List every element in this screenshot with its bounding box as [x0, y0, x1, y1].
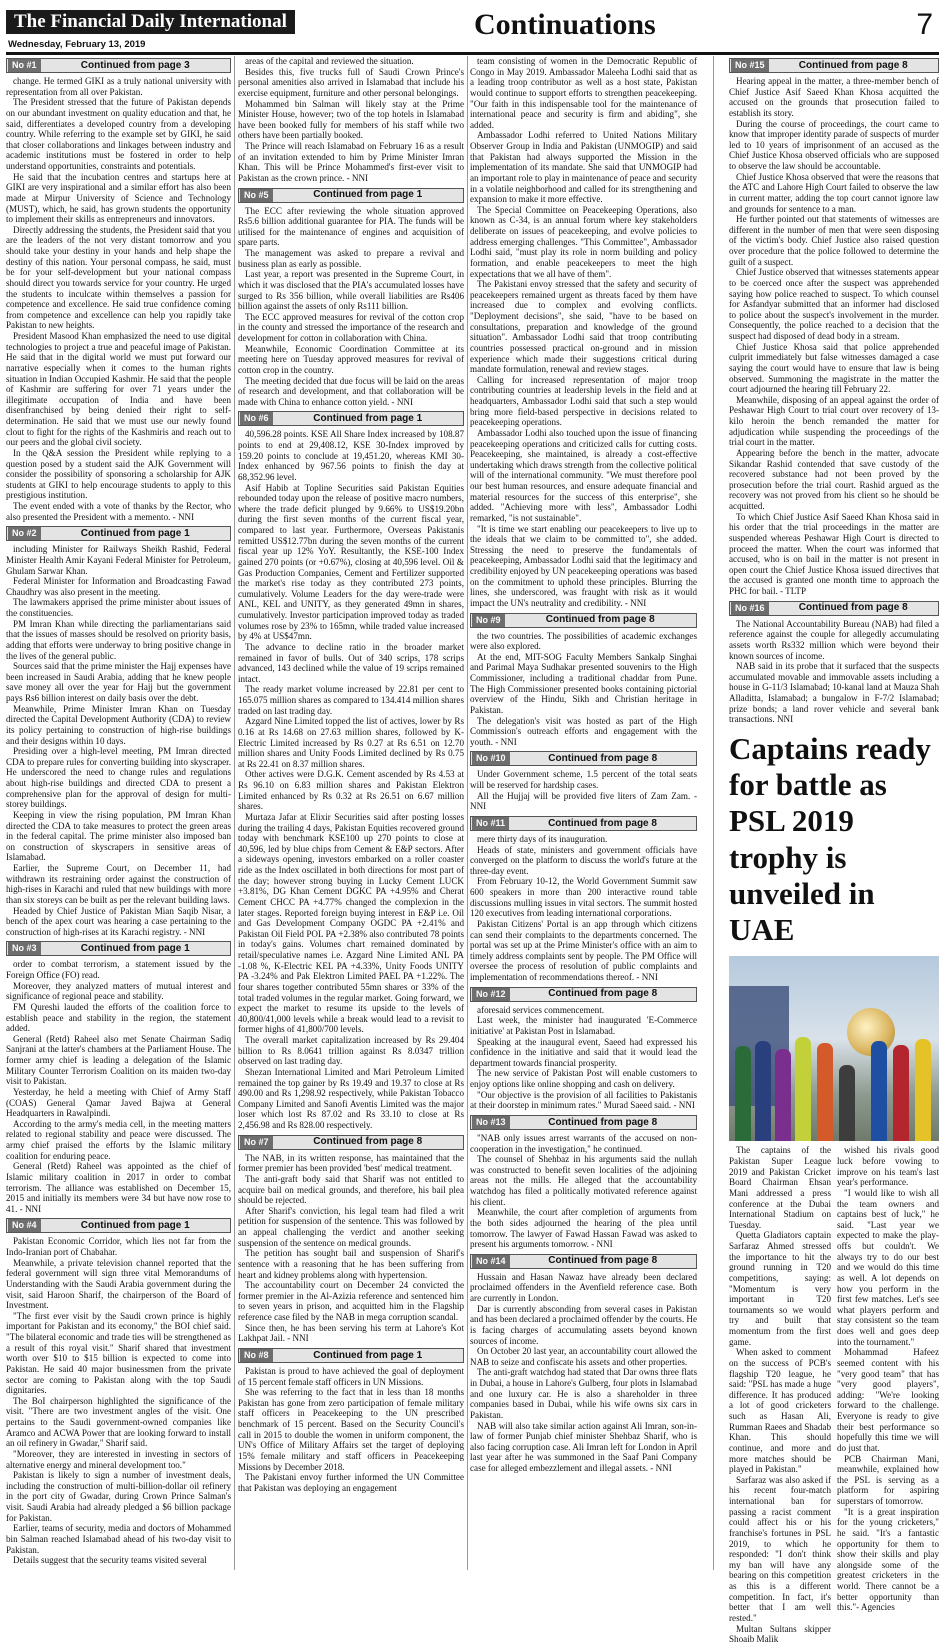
psl-paragraph: "I would like to wish all the team owners and captains best of luck," he said. "Last year we expected to make the play-offs but couldn't. We always try to do our best and we would do this time as well. A lot depends on how you perform in the first few matches. Let's see what players perform and stay consistent so the team does well and goes deep into the tournament.": [837, 1187, 939, 1347]
story-paragraph: Meanwhile, a private television channel reported that the federal government will sign three vital Memorandums of Understanding with the Saudi Arabia government during the visit, said Haroon Sharif, the chairperson of the Board of Investment.: [6, 1257, 231, 1311]
continued-from-label: Continued from page 1: [313, 189, 423, 201]
continuation-story: [238, 56, 464, 184]
story-number: No #12: [472, 988, 510, 1001]
continuation-story: [6, 58, 231, 522]
story-paragraph: Headed by Chief Justice of Pakistan Mian Saqib Nisar, a bench of the apex court was hearing a case pertaining to the construction of high-rises at its Karachi registry. - NNI: [6, 905, 231, 937]
continuation-header: [6, 526, 231, 541]
continuation-story: [6, 1218, 231, 1565]
psl-paragraph: Mohammad Hafeez seemed content with his "very good team" that has "very good players", adding: "We're looking forward to the challenge. Everyone is ready to give their best performance so hopefully this time we will do just that.: [837, 1347, 939, 1453]
story-paragraph: Details suggest that the security teams visited several: [13, 1555, 207, 1566]
continued-from-label: Continued from page 8: [548, 753, 658, 765]
story-paragraph: the two countries. The possibilities of academic exchanges were also explored.: [470, 630, 697, 652]
story-paragraph: Federal Minister for Information and Broadcasting Fawad Chaudhry was also present in the meeting.: [6, 576, 231, 597]
story-paragraph: The Pakistani envoy further informed the UN Committee that Pakistan was deploying an engagement: [238, 1472, 464, 1493]
story-paragraph: After Sharif's conviction, his legal team had filed a writ petition for suspension of the sentence. This was followed by an appeal challenging the verdict and another seeking suspension of the sentence on medical grounds.: [238, 1205, 464, 1248]
story-paragraph: The petition has sought bail and suspension of Sharif's sentence with a reasoning that he has been suffering from heart and kidney problems along with hypertension.: [238, 1248, 464, 1280]
continuation-story: [470, 987, 697, 1111]
player-figure: [839, 1065, 855, 1141]
story-number: No #16: [731, 602, 769, 615]
story-paragraph: He further pointed out that statements of witnesses are different in the number of men that were seen disposing of the victim's body. Chief Justice also raised question over procedure that the police followed to determine the guilt of a suspect.: [729, 214, 939, 267]
story-paragraph: Last week, the minister had inaugurated 'E-Commerce initiative' at Pakistan Post in Islamabad.: [470, 1015, 697, 1036]
story-paragraph: Shezan International Limited and Mari Petroleum Limited remained the top gainer by Rs 19.49 and 19.37 to close at Rs 490.00 and Rs 1,298.92 respectively, while Pakistan Tobacco Company Limited and Sanofi Aventis Limited was the major loser which lost Rs 87.02 and Rs 33.10 to close at Rs 2,456.98 and Rs 828.00 respectively.: [238, 1066, 464, 1130]
story-paragraph: Speaking at the inaugural event, Saeed had expressed his confidence in the initiative and said that it would lead the department towards financial prosperity.: [470, 1036, 697, 1068]
story-paragraph: Heads of state, ministers and government officials have converged on the platform to discuss the world's future at the three-day event.: [470, 844, 697, 876]
story-paragraph: Mohammed bin Salman will likely stay at the Prime Minister House, however; two of the top hotels in Islamabad have been booked fully for members of his staff while two others have been partially booked.: [238, 98, 464, 141]
story-paragraph: NAB said in its probe that it surfaced that the suspects accumulated movable and immovable assets including a house in G-11/3 Islamabad; 10-kanal land at Mauza Shah Alladitta, Islamabad; a bungalow in F-7/2 Islamabad; prize bonds; a land rover vehicle and several bank transactions. NNI: [729, 661, 939, 725]
story-paragraph: On October 20 last year, an accountability court allowed the NAB to seize and confiscate his assets and other properties.: [470, 1346, 697, 1367]
player-figure: [915, 1039, 931, 1141]
story-paragraph: Since then, he has been serving his term at Lahore's Kot Lakhpat Jail. - NNI: [238, 1322, 464, 1344]
story-paragraph: The new service of Pakistan Post will enable customers to enjoy options like online shopping and cash on delivery.: [470, 1068, 697, 1089]
story-paragraph: areas of the capital and reviewed the situation.: [245, 56, 414, 66]
story-paragraph: The delegation's visit was hosted as part of the High Commission's outreach efforts and engagement with the youth. - NNI: [470, 715, 697, 747]
continuation-story: [729, 601, 939, 725]
continued-from-label: Continued from page 8: [548, 1255, 658, 1267]
column-2: [238, 56, 464, 1570]
story-paragraph: Murtaza Jafar at Elixir Securities said after posting losses during the trailing 4 days, Pakistan Equities recovered ground today with benchmark KSE100 up 270 points to close at 40,596, led by blue chips from Cement & E&P sectors. After a sideways opening, investors embarked on a roller coaster ride as the Index oscillated in both directions for most part of the day; however strong buying in Lucky Cement LUCK +3.81%, DG Khan Cement DGKC PA +4.95% and Cherat Cement CHCC PA +4.77% changed the complexion in the later stages. Reported foreign buying interest in E&P i.e. Oil and Gas Development Company OGDC PA +2.41% and Pakistan Oil Field POL PA +2.38% also contributed 78 points in today's gains. Volumes chart remained dominated by retail/speculative names i.e. Azgard Nine Limited ANL PA -1.08 %, K-Electric KEL PA +4.33%, Unity Foods UNITY PA -3.24% and Pak Elektron Limited PAEL PA +1.22%. The four shares together contributed 55mn shares or 33% of the total traded volumes in the regular market. Going forward, we expect the market to resume its upside to the levels of 40,800/41,000 levels while a break would lead to a revisit to former highs of 41,800/700 levels.: [238, 811, 465, 1035]
story-paragraph: Directly addressing the students, the President said that you are the leaders of the not very distant tomorrow and you should take your destiny in your hands and help shape the destiny of this nation. Your personal compass, he said, must be for your self-development but your national compass should direct you towards service for your country. He urged the students to inculcate within themselves a passion for competence and excellence. He said true confidence coming from competence and excellence can help you rapidly take Pakistan to new heights.: [6, 224, 231, 331]
story-paragraph: Moreover, they analyzed matters of mutual interest and significance of regional peace and stability.: [6, 980, 231, 1002]
story-paragraph: The lawmakers apprised the prime minister about issues of the constituencies.: [6, 597, 231, 618]
story-paragraph: Meanwhile, disposing of an appeal against the order of Peshawar High Court to trial court over recovery of 13-kilo heroin the bench remanded the matter for adjudication while suspending the proceedings of the trial court in the matter.: [729, 394, 939, 448]
continuation-header: [470, 1115, 697, 1130]
continuation-header: [6, 941, 231, 956]
story-paragraph: During the course of proceedings, the court came to know that improper identity parade of suspects of murder led to 10 years of imprisonment of an accused as the Chief Justice Khosa observed officials who are supposed to observe the law should be accountable.: [729, 118, 939, 171]
continued-from-label: Continued from page 3: [80, 59, 190, 71]
story-number: No #4: [8, 1219, 41, 1232]
column-4: [729, 56, 939, 1645]
continued-from-label: Continued from page 8: [545, 614, 655, 626]
story-paragraph: Pakistan is likely to sign a number of investment deals, including the construction of multi-billion-dollar oil refinery in the port city of Gwadar, during Crown Prince Salman's visit. Saudi Arabia had already pledged a $6 billion package for Pakistan.: [6, 1470, 231, 1523]
story-paragraph: Earlier, teams of security, media and doctors of Mohammed bin Salman reached Islamabad ahead of his two-day visit to Pakistan.: [6, 1523, 231, 1555]
psl-paragraph: Sarfaraz was also asked if his recent four-match international ban for passing a racist comment could affect his or his franchise's fortunes in PSL 2019, to which he responded: "I don't think my ban will have any bearing on this competition as this is a different competition. In fact, it's better that I am well rested.": [729, 1474, 831, 1623]
continuation-story: [238, 1348, 464, 1494]
continuation-header: [470, 613, 697, 628]
story-paragraph: Dar is currently absconding from several cases in Pakistan and has been declared a proclaimed offender by the courts. He is facing charges of accumulating assets beyond known sources of income.: [470, 1303, 697, 1346]
story-paragraph: Calling for increased representation of major troop contributing countries at leadership levels in the field and at headquarters, Ambassador Lodhi said that such a step would bring more field-based perspective in decisions related to peacekeeping operations.: [470, 374, 697, 428]
story-paragraph: "It is time we start enabling our peacekeepers to live up to the ideals that we claim to be committed to", she added. Stressing the need to preserve the fundamentals of peacekeeping, Ambassador Lodhi said that the legitimacy and credibility enjoyed by UN peacekeeping operations was based on the commitment to uphold these principles. Blurring the lines, she underscored, was fraught with risk as it would impact the UN's neutrality and credibility. - NNI: [470, 523, 697, 608]
psl-paragraph: wished his rivals good luck before vowing to improve on his team's last year's performance.: [837, 1145, 939, 1188]
story-paragraph: The counsel of Shehbaz in his arguments said the nullah was constructed to benefit seven localities of the adjoining areas not the mills. He alleged that the accountability watchdog has filed a politically motivated reference against his client.: [470, 1154, 697, 1207]
psl-captains-photo: [729, 956, 939, 1141]
continued-from-label: Continued from page 8: [548, 817, 657, 829]
story-paragraph: Meanwhile, the court after completion of arguments from the both sides adjourned the hearing of the plea until tomorrow. The lawyer of Fawad Hassan Fawad was asked to present his arguments tomorrow. - NNI: [470, 1207, 697, 1250]
psl-paragraph: "It is a great inspiration for the young cricketers," he said. "It's a fantastic opportunity for them to show their skills and play alongside some of the greatest cricketers in the world. There cannot be a better opportunity than this."- Agencies: [837, 1506, 939, 1613]
story-paragraph: Hussain and Hasan Nawaz have already been declared proclaimed offenders in the Avenfield reference case. Both are currently in London.: [470, 1271, 697, 1303]
player-figure: [893, 1045, 909, 1141]
story-number: No #8: [240, 1349, 273, 1362]
story-paragraph: Keeping in view the rising population, PM Imran Khan directed the CDA to take measures to protect the green areas in the federal capital. The prime minister also imposed ban on construction of skyscrapers in sensitive areas of Islamabad.: [6, 809, 231, 863]
continued-from-label: Continued from page 1: [313, 413, 423, 425]
story-paragraph: President Masood Khan emphasized the need to use digital technologies to project a true and peaceful image of Pakistan. He said that in the digital world we must put forward our narrative especially when it comes to the human rights situation in Indian Occupied Kashmir. He said that the people of Kashmir are suffering for over 71 years under the illegitimate occupation of India and have been disenfranchised by being denied their right to self-determination. He said that we must use our newly found clout to fight for the rights of the Kashmiris and reach out to our peers and the global civil society.: [6, 331, 231, 448]
story-number: No #3: [8, 942, 41, 955]
story-paragraph: In the Q&A session the President while replying to a question posed by a student said the AJK Government will consider the possibility of sponsoring a scholarship for AJK students at GIKI to help encourage students to apply to this prestigious institution.: [6, 447, 231, 501]
psl-paragraph: Multan Sultans skipper Shoaib Malik: [729, 1623, 831, 1645]
continuation-story: [6, 941, 231, 1214]
continuation-story: [470, 751, 697, 812]
story-paragraph: Chief Justice Khosa said that police apprehended culprit immediately but false witnesses damaged a case saying the court would have to ensure that law is being observed. Summoning the magistrate in the matter the court adjourned the hearing till February 22.: [729, 341, 939, 395]
story-paragraph: The overall market capitalization increased by Rs 29.404 billion to Rs 8.0641 trillion against Rs 8.0347 trillion observed on last trading day.: [238, 1035, 464, 1067]
story-paragraph: order to combat terrorism, a statement issued by the Foreign Office (FO) read.: [6, 959, 231, 980]
continuation-header: [470, 751, 697, 766]
continuation-header: [238, 1348, 464, 1363]
psl-story-body: [729, 1145, 939, 1644]
column-1: [6, 56, 231, 1570]
story-paragraph: To which Chief Justice Asif Saeed Khan Khosa said in his order that the trial proceedings in the matter are suspended whereas Peshawar High Court is directed to proceed the matter. When the court was informed that accused, who is on bail in the matter is not present in open court the Chief Justice Khosa issued directives that the accused is granted one month time to approach the PHC for bail. - TLTP: [729, 511, 939, 596]
continuation-story: [470, 816, 697, 983]
continuation-header: [6, 1218, 231, 1233]
story-paragraph: Pakistan Citizens' Portal is an app through which citizens can send their complaints to the departments concerned. The portal was set up at the Prime Minister's office with an aim to timely address complaints sent by people. The PM Office will oversee the process of resolution of public complaints and implementation of recommendations thereof. - NNI: [470, 918, 697, 982]
continuation-story: [470, 1115, 697, 1250]
story-paragraph: The management was asked to prepare a revival and business plan as early as possible.: [238, 248, 464, 269]
story-number: No #7: [240, 1136, 273, 1149]
story-paragraph: According to the army's media cell, in the meeting matters related to regional stability and peace were discussed. The army chief praised the efforts by the Islamic military coalition for enduring peace.: [6, 1118, 231, 1161]
story-number: No #10: [472, 752, 510, 765]
story-paragraph: Azgard Nine Limited topped the list of actives, lower by Rs 0.16 at Rs 14.68 on 27.63 million shares, followed by K-Electric Limited increased by Rs 0.27 at Rs 6.51 on 12.70 million shares and Unity Foods Limited declined by Rs 0.75 at Rs 22.41 on 8.37 million shares.: [238, 716, 464, 769]
continuation-header: [729, 601, 939, 616]
story-number: No #1: [8, 59, 41, 72]
player-figure: [735, 1046, 751, 1141]
story-paragraph: The advance to decline ratio in the broader market remained in favor of bulls. Out of 340 scrips, 178 scrips advanced, 143 declined while the value of 19 scrips remained intact.: [238, 641, 464, 684]
story-paragraph: PM Imran Khan while directing the parliamentarians said that the issues of masses should be resolved on priority basis, adding that efforts were underway to bring positive change in the lives of the general public.: [6, 618, 231, 661]
story-number: No #11: [472, 817, 509, 830]
psl-paragraph: When asked to comment on the success of PCB's flagship T20 league, he said: "PSL has made a huge difference. It has produced a lot of good cricketers such as Hasan Ali, Rumman Raees and Shadab Khan. This should continue, and more and more matches should be played in Pakistan.": [729, 1347, 831, 1475]
continued-from-label: Continued from page 8: [548, 1116, 658, 1128]
continuation-story: [470, 613, 697, 748]
psl-story-right: [837, 1145, 939, 1644]
story-paragraph: The ready market volume increased by 22.81 per cent to 165.075 million shares as compared to 134.414 million shares traded on last trading day.: [238, 684, 464, 716]
story-paragraph: The Pakistani envoy stressed that the safety and security of peacekeepers remained urgent as threats faced by them have increased due to complex and evolving conflicts. "Deployment decisions", she said, "have to be based on consultations, preparation and knowledge of the ground situation". Ambassador Lodhi said that troop contributing countries possessed practical on-ground and in mission experience which made their suggestions critical during mandate formulation, renewal and review stages.: [470, 279, 697, 375]
column-divider: [467, 56, 468, 1570]
continuation-story: [470, 56, 697, 609]
story-number: No #14: [472, 1255, 510, 1268]
story-paragraph: General (Retd) Raheel was appointed as the chief of Islamic military coalition in 2017 in order to combat terrorism. The alliance was established on December 15, 2015 and initially its members were 34 but have now rose to 41. - NNI: [6, 1161, 231, 1214]
continued-from-label: Continued from page 1: [313, 1349, 423, 1361]
story-paragraph: Pakistan is proud to have achieved the goal of deployment of 15 percent female staff officers in UN Missions.: [238, 1365, 464, 1387]
player-figure: [795, 1037, 811, 1141]
column-4-stories: [729, 58, 939, 725]
story-paragraph: The Special Committee on Peacekeeping Operations, also known as C-34, is an annual forum where key stakeholders deliberate on issues of peacekeeping, and evolve policies to address emerging challenges. "This Committee", Ambassador Lodhi said, "must play its role in norm building and policy formation, and enable peacekeepers to meet the high expectations that we all have of them".: [470, 204, 697, 279]
story-paragraph: Chief Justice observed that witnesses statements appear to be coerced once after the suspect was apprehended saying how police reached to suspect. To which counsel for Asfandyar submitted that an informer had disclosed to police about the suspect's involvement in the murder. Consequently, the police reached to a decision that the suspect had disposed of dead body in a stream.: [729, 267, 939, 341]
story-paragraph: "NAB only issues arrest warrants of the accused on non-cooperation in the investigation," he continued.: [470, 1132, 697, 1154]
story-paragraph: Last year, a report was presented in the Supreme Court, in which it was disclosed that the PIA's accumulated losses have surged to Rs 356 billion, while overall liabilities are Rs406 billion against the assets of only Rs111 billion.: [238, 269, 464, 312]
story-number: No #6: [240, 412, 273, 425]
continuation-header: [238, 188, 464, 203]
story-paragraph: The Prince will reach Islamabad on February 16 as a result of an invitation extended to him by Prime Minister Imran Khan. This will be Prince Mohammed's first-ever visit to Pakistan as the crown prince. - NNI: [238, 141, 464, 183]
story-paragraph: mere thirty days of its inauguration.: [477, 833, 608, 844]
player-figure: [775, 1049, 791, 1141]
masthead: [6, 8, 939, 52]
story-paragraph: The accountability court on December 24 convicted the former premier in the Al-Azizia reference and sentenced him to seven years in prison, and acquitted him in the Flagship reference case filed by the NAB in mega corruption scandal.: [238, 1280, 464, 1322]
psl-paragraph: Quetta Gladiators captain Sarfaraz Ahmed stressed the importance to hit the ground running in T20 competitions, saying: "Momentum is very important in T20 tournaments so we would try and built that momentum from the first game.: [729, 1230, 831, 1347]
story-paragraph: At the end, MIT-SOG Faculty Members Sankalp Singhai and Parimal Maya Sudhakar presented souvenirs to the High Commissioner, including a traditional chaddar from Pune. The High Commissioner presented books containing pictorial overview of the Hindu, Sikh and Christian heritage in Pakistan.: [470, 651, 697, 715]
continued-from-label: Continued from page 8: [798, 59, 908, 71]
player-figure: [817, 1043, 833, 1141]
story-paragraph: NAB will also take similar action against Ali Imran, son-in-law of former Punjab chief minister Shehbaz Sharif, who is also facing corruption case. Ali Imran left for London in April last year after he was summoned in the Saaf Pani Company case for alleged embezzlement and illegal assets. - NNI: [470, 1420, 697, 1473]
column-divider: [713, 56, 714, 1570]
continued-from-label: Continued from page 8: [548, 988, 658, 1000]
paper-name: The Financial Daily International: [6, 10, 295, 34]
story-number: No #5: [240, 189, 273, 202]
psl-paragraph: The captains of the Pakistan Super League 2019 and Pakistan Cricket Board Chairman Ehsan Mani addressed a press conference at the Dubai International Stadium on Tuesday.: [729, 1145, 831, 1230]
masthead-rule: [6, 52, 939, 55]
story-paragraph: FM Qureshi lauded the efforts of the coalition force to establish peace and stability in the region, the statement added.: [6, 1001, 231, 1034]
story-paragraph: Ambassador Lodhi also touched upon the issue of financing peacekeeping operations and criticized calls for cutting costs. Peacekeeping, she maintained, is already a cost-effective undertaking which draws strength from the collective political will of the international community. "We must therefore pool our best human resources, and ensure adequate financial and material resources for the success of this enterprise", she added. "Achieving more with less", Ambassador Lodhi remarked, "is not sustainable".: [470, 427, 697, 523]
story-paragraph: "Our objective is the provision of all facilities to Pakistanis at their doorstep in minimum rates." Murad Saeed said. - NNI: [470, 1089, 697, 1111]
story-paragraph: She was referring to the fact that in less than 18 months Pakistan has gone from zero participation of female military staff officers in Peacekeeping to the UN prescribed benchmark of 15 percent. Based on the Security Council's call in 2015 to double the women in uniform component, the UN's Office of Military Affairs set the target of deploying 15% female military and staff officers in Peacekeeping Missions by December 2018.: [238, 1387, 464, 1472]
story-paragraph: Ambassador Lodhi referred to United Nations Military Observer Group in India and Pakistan (UNMOGIP) and said that Pakistan had always supported the Mission in the implementation of its mandate. She said that UNMOGIP had an important role to play in maintenance of peace and security in a volatile neighborhood and called for its strengthening and expansion to make it more effective.: [470, 130, 697, 205]
column-divider: [234, 56, 235, 1570]
story-number: No #2: [8, 527, 41, 540]
story-paragraph: Yesterday, he held a meeting with Chief of Army Staff (COAS) General Qamar Javed Bajwa at General Headquarters in Rawalpindi.: [6, 1086, 231, 1119]
story-paragraph: The event ended with a vote of thanks by the Rector, who also presented the President with a memento. - NNI: [6, 501, 231, 522]
story-paragraph: including Minister for Railways Sheikh Rashid, Federal Minister Health Amir Kayani Federal Minister for Petroleum, Ghulam Sarwar Khan.: [6, 544, 231, 576]
continued-from-label: Continued from page 1: [80, 943, 190, 955]
continuation-header: [6, 58, 231, 73]
story-paragraph: The meeting decided that due focus will be laid on the areas of research and development, and that collaboration will be made with China to enhance cotton yield. - NNI: [238, 375, 464, 407]
continuation-header: [470, 816, 697, 831]
story-number: No #9: [472, 614, 505, 627]
story-paragraph: The ECC approved measures for revival of the cotton crop in the county and stressed the importance of the research and development for cotton in collaboration with China.: [238, 311, 464, 343]
story-paragraph: Sources said that the prime minister the Hajj expenses have been increased in Saudi Arabia, adding that he knew people save money all over the year for Hajj but the government pays Rs6 billion interest on daily basis over the debt.: [6, 661, 231, 703]
story-paragraph: From February 10-12, the World Government Summit saw 600 speakers in more than 200 interactive round table discussions mulling issues in vital sectors. The summit hosted 120 executives from leading international corporations.: [470, 876, 697, 919]
continuation-header: [470, 987, 697, 1002]
story-paragraph: Meanwhile, Prime Minister Imran Khan on Tuesday directed the Capital Development Authority (CDA) to review its policy pertaining to construction of high-rise buildings and their designs within 10 days.: [6, 703, 231, 746]
story-paragraph: "Moreover, they are interested in investing in sectors of alternative energy and mineral development too.": [6, 1448, 231, 1470]
story-paragraph: General (Retd) Raheel also met Senate Chairman Sadiq Sanjrani at the latter's chambers at the Parliament House. The former army chief is leading a delegation of the Islamic Military Counter Terrorism Coalition on its maiden two-day visit to Pakistan.: [6, 1033, 231, 1087]
story-paragraph: Under Government scheme, 1.5 percent of the total seats will be reserved for hardship cases.: [470, 769, 697, 790]
story-number: No #15: [731, 59, 769, 72]
story-paragraph: "The first ever visit by the Saudi crown prince is highly important for Pakistan and its economy," the BOI chief said. "The bilateral economic and trade ties will be strengthened as a result of this royal visit." Sharif shared that investment worth over $10 to $15 billion is expected to come into Pakistan. He said 40 major businessmen from the private sector are coming to Pakistan along with the top Saudi dignitaries.: [6, 1310, 231, 1396]
psl-headline: Captains ready for battle as PSL 2019 trophy is unveiled in UAE: [729, 730, 931, 948]
story-paragraph: The anti-graft body said that Sharif was not entitled to acquire bail on medical grounds, and therefore, his bail plea should be rejected.: [238, 1173, 464, 1206]
story-paragraph: The anti-graft watchdog had stated that Dar owns three flats in Dubai, a house in Lahore's Gulberg, four plots in Islamabad and one luxury car. He is also a shareholder in three companies based in Dubai, while his wife owns six cars in Pakistan.: [470, 1367, 697, 1420]
player-figure: [755, 1041, 771, 1141]
story-number: No #13: [472, 1116, 510, 1129]
story-paragraph: Pakistan Economic Corridor, which lies not far from the Indo-Iranian port of Chabahar.: [6, 1236, 231, 1257]
continuation-header: [238, 1135, 464, 1150]
story-paragraph: All the Hujjaj will be provided five liters of Zam Zam. - NNI: [470, 790, 697, 812]
story-paragraph: Hearing appeal in the matter, a three-member bench of Chief Justice Asif Saeed Khan Khosa acquitted the accused on the grounds that prosecution failed to establish its story.: [729, 76, 939, 118]
continuation-header: [238, 411, 464, 426]
column-3: [470, 56, 697, 1570]
story-paragraph: Asif Habib at Topline Securities said Pakistan Equities rebounded today upon the release of positive macro numbers, where the trade deficit plunged by 9.66% to US$19.20bn during the first seven months of the current fiscal year, compared to last year. Furthermore, Overseas Pakistanis remitted US$12.77bn during the seven months of the current fiscal year up 12% YoY. Resultantly, the KSE-100 Index gained 270 points (or +0.67%), closing at 40,596 level. Oil & Gas Production Companies, Cement and Fertilizer supported the market's rise today as they contributed 273 points, cumulatively. Volume Leaders for the day were-trade were ANL, KEL and UNITY, as they generated 49mn in shares, cumulatively. Investor participation improved today as traded volumes rose by 23% to 165mn, while traded value increased by 4% at US$47mn.: [238, 482, 464, 642]
story-paragraph: team consisting of women in the Democratic Republic of Congo in May 2019. Ambassador Maleeha Lodhi said that as a leading troop contributor as well as a host state, Pakistan would continue to support efforts to strengthen peacekeeping. "Our faith in this indispensable tool for the maintenance of international peace and security is firm and abiding", she added.: [470, 56, 697, 130]
story-paragraph: He said that the incubation centres and startups here at GIKI are very inspirational and a similar effort has also been made at Mirpur University of Science and Technology (MUST), which, he said, has grown students the opportunity to implement their skills as entrepreneurs and innovators.: [6, 171, 231, 225]
continued-from-label: Continued from page 8: [798, 602, 908, 614]
psl-story-left: [729, 1145, 831, 1644]
story-paragraph: Earlier, the Supreme Court, on December 11, had withdrawn its restraining order against the construction of high-rises in Karachi and ruled that new buildings with more than six storeys can be built as per the relevant building laws.: [6, 863, 231, 905]
continuation-header: [729, 58, 939, 73]
continuation-story: [729, 58, 939, 597]
story-paragraph: Meanwhile, Economic Coordination Committee at its meeting here on Tuesday approved measures for revival of cotton crop in the country.: [238, 343, 464, 375]
continuation-story: [238, 411, 464, 1130]
issue-date: Wednesday, February 13, 2019: [8, 39, 146, 50]
story-paragraph: The NAB, in its written response, has maintained that the former premier has been provided 'best' medical treatment.: [238, 1152, 464, 1174]
story-paragraph: Besides this, five trucks full of Saudi Crown Prince's personal amenities also arrived in Islamabad that include his exercise equipment, furniture and other personal belongings.: [238, 66, 464, 98]
section-title: Continuations: [474, 8, 656, 41]
continued-from-label: Continued from page 1: [80, 1220, 190, 1232]
story-paragraph: 40,596.28 points. KSE All Share Index increased by 108.87 points to end at 29,408.12, KSE 30-Index improved by 159.20 points to conclude at 19,451.20, whereas KMI 30-Index enhanced by 967.56 points to finish the day at 68,352.96 level.: [238, 429, 464, 482]
continuation-story: [238, 188, 464, 408]
story-paragraph: Presiding over a high-level meeting, PM Imran directed CDA to prepare rules for converting building into skyscraper. He underscored the need to change rules and regulations about high-rise buildings and directed CDA to present a comprehensive plan for the approval of design for multi-storey buildings.: [6, 746, 231, 810]
story-paragraph: The National Accountability Bureau (NAB) had filed a reference against the couple for allegedly accumulating assets worth Rs332 million which were beyond their known sources of income.: [729, 618, 939, 661]
story-paragraph: Chief Justice Khosa observed that were the reasons that the ATC and Lahore High Court failed to observe the law in current matter, adding the top court cannot ignore law and grounds for sentence to a man.: [729, 171, 939, 214]
continuation-header: [470, 1254, 697, 1269]
continuation-story: [470, 1254, 697, 1474]
story-paragraph: The President stressed that the future of Pakistan depends on our abundant investment on quality education and that, he said, differentiates a developed country from a developing country. While referring to the example set by GIKI, he said that closer collaborations and linkages between industry and academic institutions must be fostered in order to help understand opportunities, constraints and potentials.: [6, 97, 231, 171]
continuation-story: [238, 1135, 464, 1344]
story-paragraph: The ECC after reviewing the whole situation approved Rs5.6 billion additional guarantee for PIA. The funds will be utilised for the maintenance of engines and acquisition of spare parts.: [238, 205, 464, 248]
continuation-story: [6, 526, 231, 937]
story-paragraph: change. He termed GIKI as a truly national university with representation from all over Pakistan.: [6, 76, 231, 97]
player-figure: [871, 1041, 887, 1141]
story-paragraph: Appearing before the bench in the matter, advocate Sikandar Rashid contended that save custody of the recovered substance had not been proved by the prosecution before the trial court. Rashid argued as the recovery was not proved from his client so he should be acquitted.: [729, 447, 939, 511]
story-paragraph: aforesaid services commencement.: [477, 1004, 605, 1015]
continued-from-label: Continued from page 8: [313, 1136, 423, 1148]
page-number: 7: [916, 8, 933, 41]
story-paragraph: The BoI chairperson highlighted the significance of the visit. "There are two investment angles of the visit. One pertains to the Saudi government-owned companies like Aramco and ACWA Power that are looking forward to install an oil refinery in Gwadar," Sharif said.: [6, 1395, 231, 1449]
psl-paragraph: PCB Chairman Mani, meanwhile, explained how the PSL is serving as a platform for aspiring superstars of tomorrow.: [837, 1453, 939, 1507]
continued-from-label: Continued from page 1: [80, 527, 190, 539]
story-paragraph: Other actives were D.G.K. Cement ascended by Rs 4.53 at Rs 96.10 on 6.83 million shares and Pakistan Elektron Limited enhanced by Rs 0.32 at Rs 26.51 on 6.67 million shares.: [238, 769, 464, 812]
